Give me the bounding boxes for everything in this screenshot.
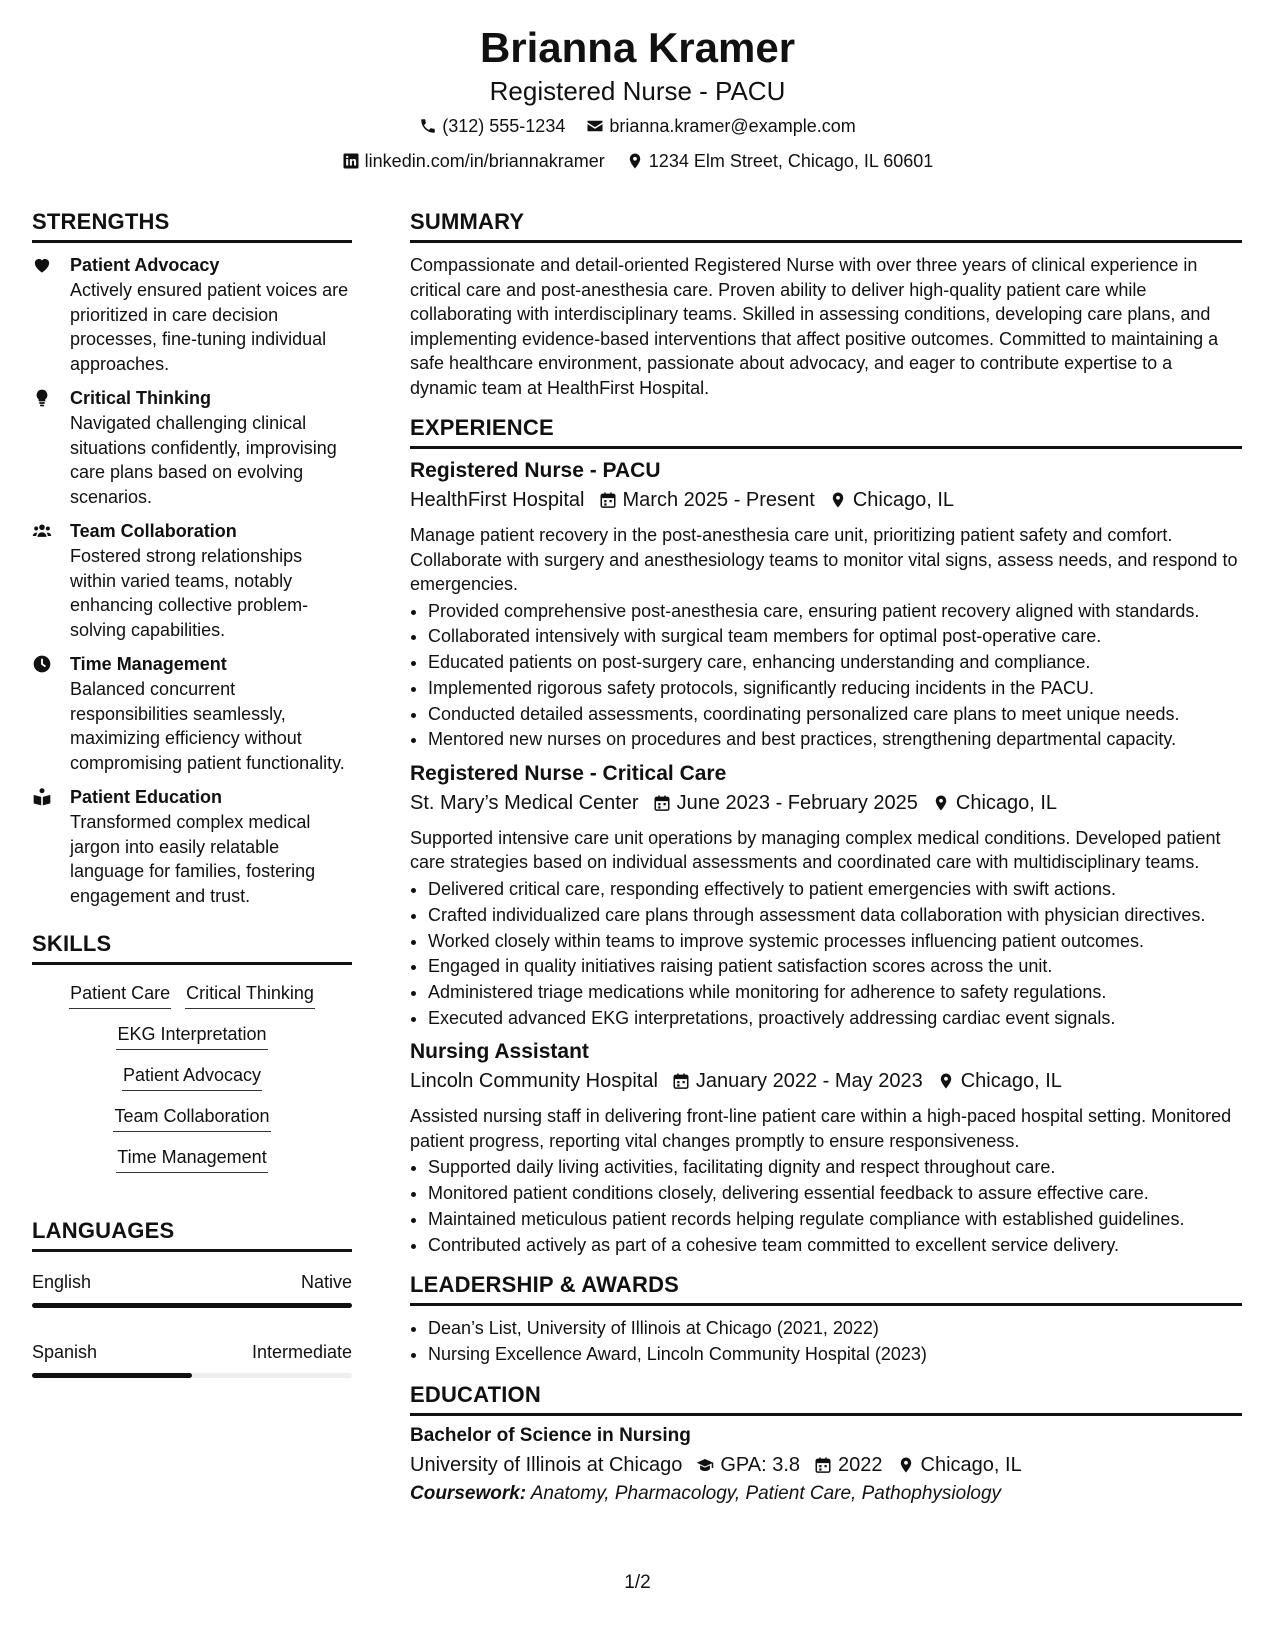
strength-title: Critical Thinking (70, 388, 212, 408)
calendar-icon (672, 1072, 690, 1090)
skill-tag: Critical Thinking (185, 981, 315, 1009)
contact-linkedin[interactable] (342, 149, 605, 173)
strength-item (32, 253, 352, 376)
strength-title: Time Management (70, 654, 227, 674)
experience-heading: EXPERIENCE (410, 414, 1242, 449)
job-company: HealthFirst Hospital (410, 489, 585, 511)
linkedin-text: linkedin.com/in/briannakramer (364, 151, 605, 171)
languages-heading: LANGUAGES (32, 1217, 352, 1252)
language-proficiency-fill (32, 1303, 352, 1308)
resume-header (0, 22, 1275, 176)
language-proficiency-fill (32, 1373, 192, 1378)
strength-desc: Balanced concurrent responsibilities seamlessly, maximizing efficiency without compromising patient functionality. (70, 679, 345, 773)
job-bullets (410, 877, 1242, 1030)
language-proficiency-bar (32, 1373, 352, 1378)
coursework-list: Anatomy, Pharmacology, Patient Care, Pathophysiology (530, 1482, 1002, 1504)
job-bullet: • Contributed actively as part of a cohesive team committed to excellent service delivery. (428, 1233, 1242, 1258)
book-reader-icon (32, 787, 52, 807)
strength-item (32, 652, 352, 775)
summary-heading: SUMMARY (410, 208, 1242, 243)
skills-heading: SKILLS (32, 930, 352, 965)
job-location: Chicago, IL (955, 791, 1058, 814)
users-icon (32, 521, 52, 541)
job-bullets (410, 599, 1242, 752)
awards-heading: LEADERSHIP & AWARDS (410, 1271, 1242, 1306)
page-number: 1/2 (624, 1572, 651, 1593)
map-pin-icon (626, 152, 644, 170)
calendar-icon (599, 491, 617, 509)
contact-address (626, 149, 934, 173)
award-item: • Nursing Excellence Award, Lincoln Community Hospital (2023) (428, 1342, 1242, 1367)
calendar-icon (653, 794, 671, 812)
language-item (32, 1340, 352, 1378)
job-meta (410, 1066, 1242, 1096)
education-gpa: GPA: 3.8 (720, 1453, 801, 1476)
skill-tag: Patient Care (69, 981, 171, 1009)
job-bullet: • Worked closely within teams to improve systemic processes influencing patient outcomes. (428, 929, 1242, 954)
language-item (32, 1270, 352, 1308)
map-pin-icon (897, 1456, 915, 1474)
strength-desc: Fostered strong relationships within varied teams, notably enhancing collective problem-solving capabilities. (70, 546, 309, 640)
job-dates: June 2023 - February 2025 (676, 791, 918, 814)
job-title: Nursing Assistant (410, 1040, 589, 1064)
address-text: 1234 Elm Street, Chicago, IL 60601 (648, 151, 934, 171)
candidate-title: Registered Nurse - PACU (489, 76, 786, 106)
contact-email[interactable] (586, 114, 855, 138)
language-proficiency-bar (32, 1303, 352, 1308)
contact-row-1 (0, 114, 1275, 141)
education-year: 2022 (838, 1453, 883, 1476)
language-name: English (32, 1272, 92, 1292)
strength-desc: Transformed complex medical jargon into easily relatable language for families, fostering engagement and trust. (70, 812, 316, 906)
clock-icon (32, 654, 52, 674)
job-description: Manage patient recovery in the post-anesthesia care unit, prioritizing patient safety and comfort. Collaborate with surgery and anesthesiology teams to monitor vital signs, assess needs, and respond to emergencies. (410, 525, 1238, 594)
job-entry (410, 760, 1242, 1030)
envelope-icon (586, 117, 604, 135)
calendar-icon (814, 1456, 832, 1474)
job-bullet: • Monitored patient conditions closely, delivering essential feedback to assure effective care. (428, 1181, 1242, 1206)
strength-desc: Actively ensured patient voices are prioritized in care decision processes, fine-tuning individual approaches. (70, 280, 349, 374)
education-degree: Bachelor of Science in Nursing (410, 1424, 691, 1446)
skill-tag: Patient Advocacy (122, 1063, 262, 1091)
language-name: Spanish (32, 1342, 98, 1362)
skill-tag: Team Collaboration (113, 1104, 270, 1132)
job-bullet: • Implemented rigorous safety protocols, significantly reducing incidents in the PACU. (428, 676, 1242, 701)
education-coursework (410, 1480, 1242, 1508)
job-meta (410, 485, 1242, 515)
job-bullet: • Collaborated intensively with surgical team members for optimal post-operative care. (428, 624, 1242, 649)
job-bullet: • Provided comprehensive post-anesthesia care, ensuring patient recovery aligned with standards. (428, 599, 1242, 624)
strength-item (32, 519, 352, 642)
phone-icon (419, 117, 437, 135)
strength-title: Patient Advocacy (70, 255, 220, 275)
language-level: Native (300, 1272, 352, 1292)
strengths-heading: STRENGTHS (32, 208, 352, 243)
job-dates: March 2025 - Present (622, 489, 815, 511)
skill-tag: EKG Interpretation (116, 1022, 267, 1050)
contact-phone[interactable] (419, 114, 565, 138)
skills-list (32, 975, 352, 1173)
lightbulb-icon (32, 388, 52, 408)
job-bullet: • Administered triage medications while monitoring for adherence to safety regulations. (428, 980, 1242, 1005)
map-pin-icon (937, 1072, 955, 1090)
job-title: Registered Nurse - PACU (410, 459, 661, 482)
candidate-name: Brianna Kramer (479, 24, 796, 71)
education-meta (410, 1450, 1242, 1480)
job-bullet: • Conducted detailed assessments, coordinating personalized care plans to meet unique needs. (428, 702, 1242, 727)
job-bullet: • Mentored new nurses on procedures and best practices, strengthening departmental capacity. (428, 727, 1242, 752)
education-location: Chicago, IL (920, 1453, 1022, 1476)
language-level: Intermediate (251, 1342, 352, 1362)
job-bullet: • Supported daily living activities, facilitating dignity and respect throughout care. (428, 1155, 1242, 1180)
phone-text: (312) 555-1234 (442, 116, 566, 136)
contact-row-2 (0, 149, 1275, 176)
job-bullet: • Engaged in quality initiatives raising patient satisfaction scores across the unit. (428, 954, 1242, 979)
map-pin-icon (829, 491, 847, 509)
job-bullet: • Maintained meticulous patient records helping regulate compliance with established guidelines. (428, 1207, 1242, 1232)
linkedin-icon (342, 152, 360, 170)
summary-text: Compassionate and detail-oriented Registered Nurse with over three years of clinical experience in critical care and post-anesthesia care. Proven ability to deliver high-quality patient care while collaborating with interdisciplinary teams. Skilled in assessing conditions, developing care plans, and implementing evidence-based interventions that affect positive outcomes. Committed to maintaining a safe healthcare environment, passionate about advocacy, and eager to contribute expertise to a dynamic team at HealthFirst Hospital. (410, 255, 1219, 398)
graduation-cap-icon (696, 1456, 714, 1474)
awards-list (410, 1316, 1242, 1366)
left-column (32, 208, 352, 1378)
strength-desc: Navigated challenging clinical situations confidently, improvising care plans based on evolving scenarios. (70, 413, 337, 507)
job-bullet: • Executed advanced EKG interpretations, proactively addressing cardiac event signals. (428, 1006, 1242, 1031)
job-bullet: • Educated patients on post-surgery care, enhancing understanding and compliance. (428, 650, 1242, 675)
strength-title: Patient Education (70, 787, 223, 807)
job-location: Chicago, IL (960, 1070, 1062, 1093)
job-bullets (410, 1155, 1242, 1257)
heart-icon (32, 255, 52, 275)
job-company: Lincoln Community Hospital (410, 1070, 658, 1093)
skill-tag: Time Management (116, 1145, 267, 1173)
strength-item (32, 386, 352, 509)
right-column (410, 208, 1242, 1508)
job-bullet: • Crafted individualized care plans through assessment data collaboration with physician directives. (428, 903, 1242, 928)
job-entry (410, 457, 1242, 752)
job-company: St. Mary’s Medical Center (410, 791, 639, 814)
job-bullet: • Delivered critical care, responding effectively to patient emergencies with swift actions. (428, 877, 1242, 902)
job-location: Chicago, IL (852, 489, 955, 511)
job-description: Assisted nursing staff in delivering front-line patient care within a high-paced hospital setting. Monitored patient progress, reporting vital changes promptly to ensure responsiveness. (410, 1106, 1232, 1151)
education-heading: EDUCATION (410, 1381, 1242, 1416)
map-pin-icon (932, 794, 950, 812)
job-entry (410, 1038, 1242, 1257)
email-text: brianna.kramer@example.com (609, 116, 856, 136)
job-dates: January 2022 - May 2023 (695, 1070, 923, 1093)
job-title: Registered Nurse - Critical Care (410, 761, 727, 785)
job-description: Supported intensive care unit operations by managing complex medical conditions. Developed patient care strategies based on individual assessments and coordinated care with multidisciplinary teams. (410, 827, 1221, 873)
job-meta (410, 788, 1242, 818)
coursework-label: Coursework: (410, 1482, 527, 1504)
education-school: University of Illinois at Chicago (410, 1453, 683, 1476)
strength-item (32, 785, 352, 908)
award-item: • Dean’s List, University of Illinois at Chicago (2021, 2022) (428, 1316, 1242, 1341)
strength-title: Team Collaboration (70, 521, 237, 541)
